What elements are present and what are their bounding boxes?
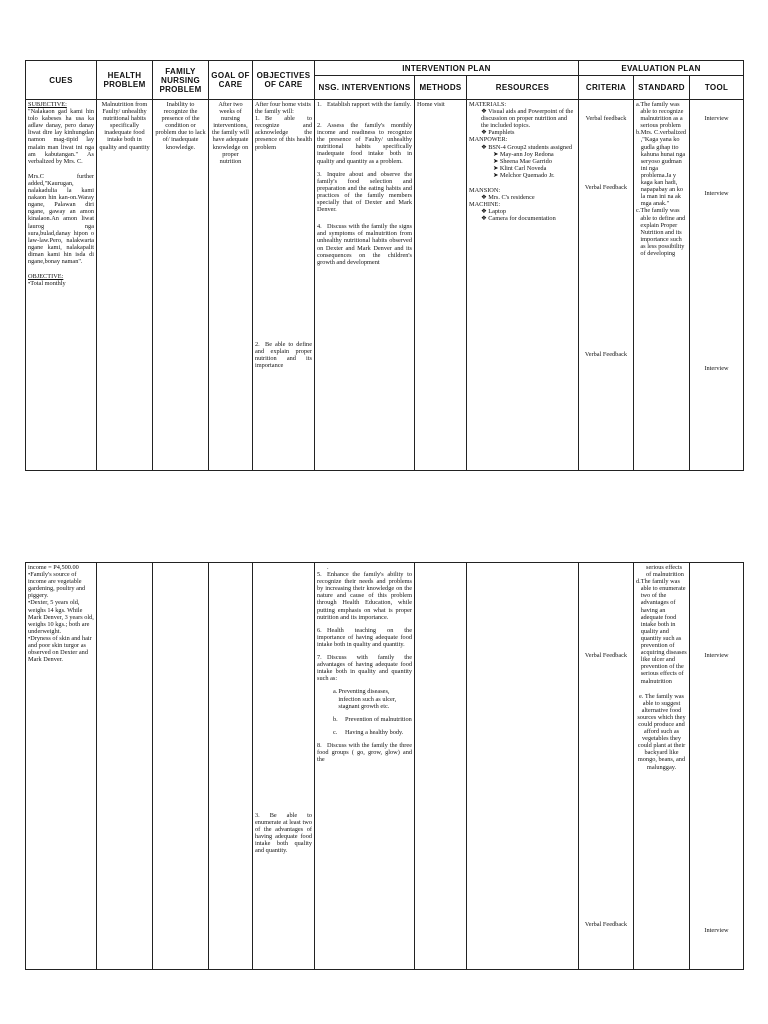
- intervention-item: [317, 122, 412, 165]
- intervention-text: Inquire about and observe the family's food selection and preparation and the eating habits and practices of the family members specially that of Dexter and Mark Denver.: [317, 170, 412, 214]
- objective-2-num: 2.: [255, 340, 260, 348]
- methods-cell: [415, 563, 467, 970]
- intervention-num: 2.: [317, 122, 322, 130]
- tool-item: Interview: [704, 927, 729, 935]
- intervention-text: Discuss with the family the signs and symptoms of malnutrition from unhealthy nutritional habits observed on Dexter and Mark Denver and its consequences on the children's growth and development: [317, 223, 412, 266]
- intervention-item: [317, 223, 412, 266]
- intervention-dot: .: [327, 564, 329, 571]
- intervention-num: 7.: [317, 654, 322, 662]
- criteria-item: Verbal Feedback: [584, 351, 628, 359]
- criteria-item: Verbal Feedback: [584, 652, 628, 659]
- method-text: Home visit: [417, 101, 445, 108]
- intervention-num: 8.: [317, 741, 322, 749]
- sub-item-text: Prevention of malnutrition: [345, 715, 412, 723]
- intervention-item: [317, 654, 412, 682]
- intervention-text: Assess the family's monthly income and readiness to recognize the presence of Faulty/ unhealthy nutritional habits specifically inadequate food intake both in quality and quantity as a problem.: [317, 122, 412, 165]
- intervention-text: Establish rapport with the family.: [327, 101, 412, 108]
- sub-item-label: a.: [333, 688, 338, 696]
- subjective-quote: "Nalakaon gad kami hin tolo kabeses ha usa ka adlaw danay, pero danay liwat dire lay kinhungdan namon mag-tipid lay malain man liwat ini nga am kabutangan." As verbalized by Mrs. C.: [28, 108, 94, 165]
- cue-bullet: • Dexter, 5 years old, weighs 14 kgs. While Mark Denver, 3 years old, weighs 10 kgs.; both are underweight.: [28, 599, 94, 634]
- student-name: ➤ May-ann Joy Redona: [493, 151, 576, 158]
- intervention-item: [317, 627, 412, 648]
- intervention-num: 4.: [317, 223, 322, 231]
- cues-cell: [26, 563, 97, 970]
- family-problem-cell: [153, 100, 209, 471]
- interventions-cell: [315, 100, 415, 471]
- objective-3: 3. Be able to enumerate at least two of the advantages of having adequate food intake both quality and quantity.: [255, 812, 312, 855]
- tool-item: Interview: [704, 115, 729, 122]
- care-plan-table-2: [25, 562, 744, 970]
- intervention-item: [317, 571, 412, 621]
- objective-item: • Total monthly: [28, 280, 94, 287]
- subjective-further: Mrs.C further added,"Kaurugan, nalakadulia la kami nakaon hin kan-on.Waray ngane, Palawan diri ngane, gaway an amon kinalaon.An amon liwat laurog nga sura,bulad,danay hipon o law-law.Pero, nalakwarta ngane kami, nalakapalit diman kami hin isda di ngane,bonay naman".: [28, 172, 94, 265]
- objectives-cell: [253, 100, 315, 471]
- header-health-problem: HEALTH PROBLEM: [97, 61, 153, 100]
- intervention-item: [317, 101, 412, 108]
- objective-2: Be able to define and explain proper nutrition and its importance: [255, 340, 312, 369]
- objective-1: Be able to recognize and acknowledge the presence of this health problem: [255, 115, 312, 151]
- interventions-cell: [315, 563, 415, 970]
- materials-label: MATERIALS:: [469, 101, 507, 108]
- student-name: ➤ Klint Carl Noveda: [493, 165, 576, 172]
- machine-item: ❖ Camera for documentation: [481, 215, 576, 222]
- material-item: ❖ Pamphlets: [481, 129, 576, 136]
- machine-label: MACHINE:: [469, 201, 501, 209]
- sub-item-text: Having a healthy body.: [345, 728, 404, 736]
- care-plan-page-1: [25, 60, 743, 471]
- header-standard: STANDARD: [634, 76, 690, 100]
- resources-cell: [467, 563, 579, 970]
- sub-item-label: c.: [333, 728, 338, 736]
- intervention-num: 3.: [317, 170, 322, 178]
- cue-bullet: • Family's source of income are vegetable gardening, poultry and piggery.: [28, 571, 94, 599]
- header-tool: TOOL: [690, 76, 744, 100]
- intervention-num: 5.: [317, 571, 322, 579]
- sub-item: [333, 716, 412, 723]
- tool-cell: [690, 100, 744, 471]
- care-plan-page-2: [25, 562, 743, 970]
- machine-item: ❖ Laptop: [481, 208, 576, 215]
- intervention-text: Discuss with family the advantages of having adequate food intake both in quality and quantity such as:: [317, 654, 412, 683]
- standard-c: The family was able to define and explain Proper Nutrition and its importance such as less possibility of developing: [640, 207, 686, 257]
- sub-item-label: b.: [333, 715, 338, 723]
- mansion-label: MANSION:: [469, 187, 501, 195]
- intervention-text: Discuss with the family the three food groups ( go, grow, glow) and the: [317, 741, 412, 764]
- criteria-cell: [579, 100, 634, 471]
- objective-1-num: 1.: [255, 115, 260, 123]
- methods-cell: [415, 100, 467, 471]
- goal-cell: [209, 100, 253, 471]
- sub-item-text: Preventing diseases, infection such as ulcer, stagnant growth etc.: [338, 688, 397, 710]
- standard-d-label: d.: [636, 578, 641, 586]
- tool-item: Interview: [704, 652, 729, 659]
- criteria-item: Verbal Feedback: [584, 921, 628, 929]
- tool-cell: [690, 563, 744, 970]
- header-resources: RESOURCES: [467, 76, 579, 100]
- standard-e: e. The family was able to suggest alternative food sources which they could produce and afford such as vegetables they could plant at their backyard like mongo, beans, and malunggay.: [637, 692, 686, 771]
- criteria-item: Verbal feedback: [585, 115, 627, 122]
- objective-label: OBJECTIVE:: [28, 273, 64, 281]
- health-problem-text: Malnutrition from Faulty/ unhealthy nutritional habits specifically inadequate food intake both in quality and quantity: [99, 101, 150, 151]
- header-objectives-of-care: OBJECTIVES OF CARE: [253, 61, 315, 100]
- header-methods: METHODS: [415, 76, 467, 100]
- standard-a-label: a.: [636, 101, 641, 108]
- criteria-item: Verbal Feedback: [584, 184, 628, 192]
- sub-item: [333, 688, 412, 709]
- intervention-num: 6.: [317, 626, 322, 634]
- standard-c-label: c.: [636, 207, 641, 215]
- goal-cell: [209, 563, 253, 970]
- criteria-cell: [579, 563, 634, 970]
- intervention-item: [317, 171, 412, 214]
- health-problem-cell: [97, 563, 153, 970]
- intervention-text: Enhance the family's ability to recognize their needs and problems by increasing their knowledge on the nature and cause of this problem through Health Education, while putting emphasis on what is proper nutrition and its importance.: [317, 571, 412, 621]
- header-family-nursing-problem: FAMILY NURSING PROBLEM: [153, 61, 209, 100]
- intervention-text: Health teaching on the importance of having adequate food intake both in quality and quantity.: [317, 626, 412, 648]
- material-item: ❖ Visual aids and Powerpoint of the discussion on proper nutrition and the included topics.: [481, 108, 576, 129]
- header-criteria: CRITERIA: [579, 76, 634, 100]
- standard-c-cont: serious effects of malnutrition: [646, 564, 684, 579]
- income-text: income = P4,500.00: [28, 564, 79, 571]
- health-problem-cell: [97, 100, 153, 471]
- manpower-item: ❖ BSN-4 Group2 students assigned: [481, 144, 576, 151]
- student-name: ➤ Melchor Quemado Jr.: [493, 172, 576, 179]
- family-problem-text: Inability to recognize the presence of the condition or problem due to lack of/ inadequate knowledge.: [155, 101, 206, 151]
- goal-text: After two weeks of nursing interventions, the family will have adequate knowledge on proper nutrition: [211, 101, 250, 165]
- standard-b: Mrs. C.verbalized ,"Kaga yana ko gudla gihap ito kahuna hunai nga seryoso gudman ini nga problema.Ja y kaga kan hadi, napapabay an ko la man ini na ak mga anak.": [640, 129, 687, 208]
- header-goal-of-care: GOAL OF CARE: [209, 61, 253, 100]
- intervention-item: [317, 742, 412, 763]
- header-intervention-plan: INTERVENTION PLAN: [315, 61, 579, 76]
- standard-a: The family was able to recognize malnutrition as a serious problem: [640, 101, 684, 130]
- cues-cell: [26, 100, 97, 471]
- standard-b-label: b.: [636, 129, 641, 137]
- sub-item: [333, 729, 412, 736]
- header-nsg-interventions: NSG. INTERVENTIONS: [315, 76, 415, 100]
- subjective-label: SUBJECTIVE:: [28, 101, 67, 108]
- standard-d: The family was able to enumerate two of the advantages of having an adequate food intake both in quality and quantity such as prevention of acquiring diseases like ulcer and prevention of the serious effects of malnutrition: [640, 578, 687, 685]
- resources-cell: [467, 100, 579, 471]
- care-plan-table-1: [25, 60, 744, 471]
- standard-cell: [634, 563, 690, 970]
- manpower-label: MANPOWER:: [469, 136, 508, 144]
- standard-cell: [634, 100, 690, 471]
- mansion-item: ❖ Mrs. C's residence: [481, 194, 576, 201]
- header-cues: CUES: [26, 61, 97, 100]
- objectives-intro: After four home visits the family will:: [255, 101, 311, 116]
- tool-item: Interview: [704, 365, 729, 373]
- intervention-num: 1.: [317, 101, 322, 108]
- tool-item: Interview: [704, 190, 729, 198]
- student-name: ➤ Sheena Mae Garrido: [493, 158, 576, 165]
- family-problem-cell: [153, 563, 209, 970]
- cue-bullet: • Dryness of skin and hair and poor skin turgor as observed on Dexter and Mark Denver.: [28, 635, 94, 663]
- objectives-cell: [253, 563, 315, 970]
- header-evaluation-plan: EVALUATION PLAN: [579, 61, 744, 76]
